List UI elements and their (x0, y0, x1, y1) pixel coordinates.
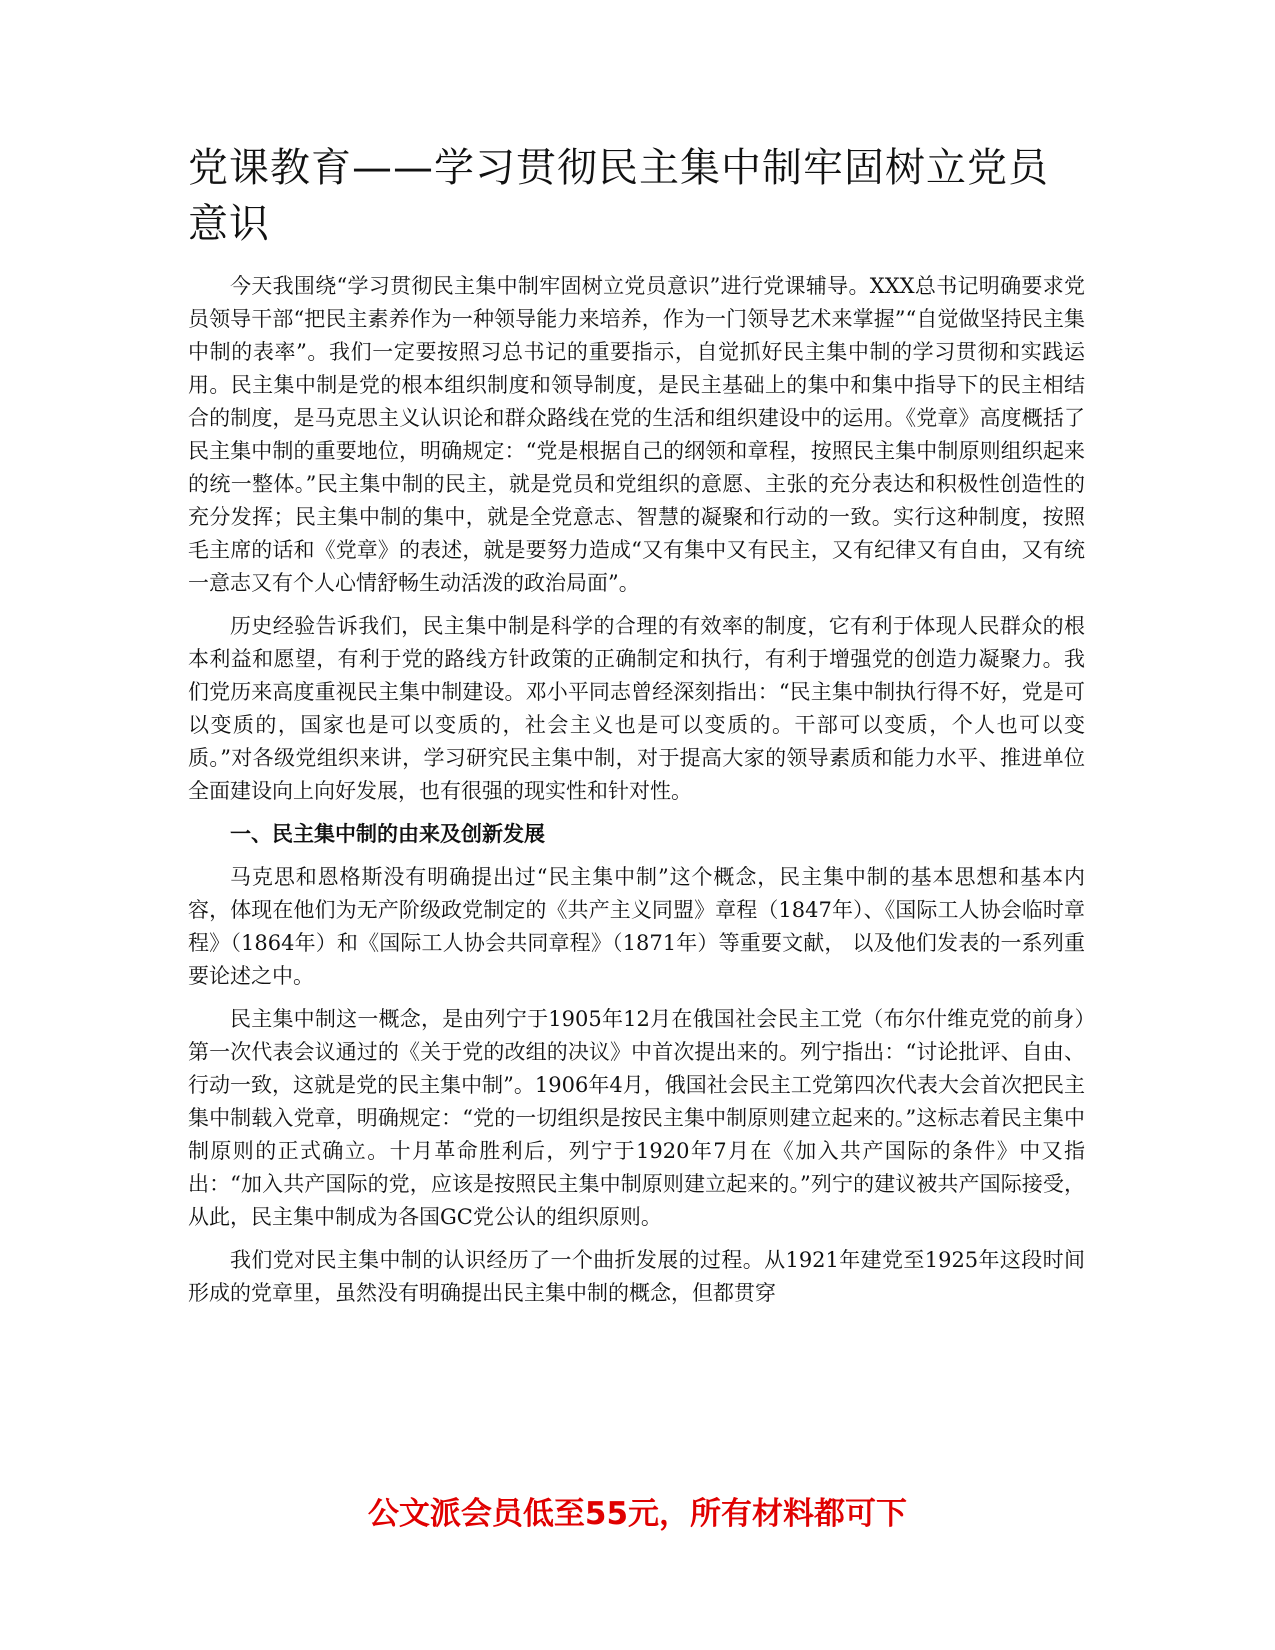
section-heading-1: 一、民主集中制的由来及创新发展 (230, 822, 545, 846)
section-1-paragraph-2: 民主集中制这一概念，是由列宁于1905年12月在俄国社会民主工党（布尔什维克党的前身）第一次代表会议通过的《关于党的改组的决议》中首次提出来的。列宁指出：“讨论批评、自由、行动一致，这就是党的民主集中制”。1906年4月，俄国社会民主工党第四次代表大会首次把民主集中制载入党章，明确规定：“党的一切组织是按民主集中制原则建立起来的。”这标志着民主集中制原则的正式确立。十月革命胜利后，列宁于1920年7月在《加入共产国际的条件》中又指出：“加入共产国际的党，应该是按照民主集中制原则建立起来的。”列宁的建议被共产国际接受，从此，民主集中制成为各国GC党公认的组织原则。 (188, 1007, 1085, 1229)
document-title: 党课教育——学习贯彻民主集中制牢固树立党员意识 (188, 145, 1049, 247)
promo-banner: 公文派会员低至55元，所有材料都可下 (367, 1496, 908, 1532)
intro-paragraph-1: 今天我围绕“学习贯彻民主集中制牢固树立党员意识”进行党课辅导。XXX总书记明确要求党员领导干部“把民主素养作为一种领导能力来培养，作为一门领导艺术来掌握”“自觉做坚持民主集中制的表率”。我们一定要按照习总书记的重要指示，自觉抓好民主集中制的学习贯彻和实践运用。民主集中制是党的根本组织制度和领导制度，是民主基础上的集中和集中指导下的民主相结合的制度，是马克思主义认识论和群众路线在党的生活和组织建设中的运用。《党章》高度概括了民主集中制的重要地位，明确规定：“党是根据自己的纲领和章程，按照民主集中制原则组织起来的统一整体。”民主集中制的民主，就是党员和党组织的意愿、主张的充分表达和积极性创造性的充分发挥；民主集中制的集中，就是全党意志、智慧的凝聚和行动的一致。实行这种制度，按照毛主席的话和《党章》的表述，就是要努力造成“又有集中又有民主，又有纪律又有自由，又有统一意志又有个人心情舒畅生动活泼的政治局面”。 (188, 274, 1085, 595)
document-page (188, 140, 1085, 1320)
section-1-paragraph-3: 我们党对民主集中制的认识经历了一个曲折发展的过程。从1921年建党至1925年这段时间形成的党章里，虽然没有明确提出民主集中制的概念，但都贯穿 (188, 1248, 1085, 1305)
intro-paragraph-2: 历史经验告诉我们，民主集中制是科学的合理的有效率的制度，它有利于体现人民群众的根本利益和愿望，有利于党的路线方针政策的正确制定和执行，有利于增强党的创造力凝聚力。我们党历来高度重视民主集中制建设。邓小平同志曾经深刻指出：“民主集中制执行得不好，党是可以变质的，国家也是可以变质的，社会主义也是可以变质的。干部可以变质，个人也可以变质。”对各级党组织来讲，学习研究民主集中制，对于提高大家的领导素质和能力水平、推进单位全面建设向上向好发展，也有很强的现实性和针对性。 (188, 614, 1085, 803)
section-1-paragraph-1: 马克思和恩格斯没有明确提出过“民主集中制”这个概念，民主集中制的基本思想和基本内容，体现在他们为无产阶级政党制定的《共产主义同盟》章程（1847年）、《国际工人协会临时章程》（1864年）和《国际工人协会共同章程》（1871年）等重要文献， 以及他们发表的一系列重要论述之中。 (188, 865, 1085, 988)
